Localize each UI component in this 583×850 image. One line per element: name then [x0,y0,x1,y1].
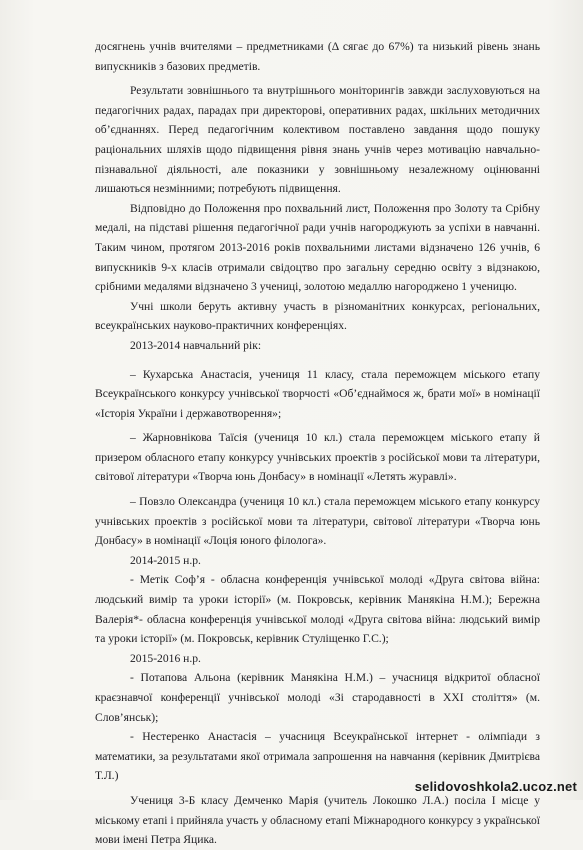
year-heading-2013: 2013-2014 навчальний рік: [130,338,262,352]
list-item-potapova: - Потапова Альона (керівник Манякіна Н.М.) – учасниця відкритої обласної краєзнавчої конференції учнівської молоді «Зі стародавності в ХХІ століття» (м. Слов’янськ); [95,671,540,724]
list-item-zharnovnikova: – Жарновнікова Таїсія (учениця 10 кл.) стала переможцем міського етапу й призером обласного етапу конкурсу учнівських проектів з російської мови та літератури, світової літератури «Творча юнь Донбасу» в номінації «Летять журавлі». [95,431,540,484]
year-heading-2014: 2014-2015 н.р. [130,553,201,567]
paragraph-monitoring: Результати зовнішнього та внутрішнього моніторингів завжди заслуховуються на педагогічних радах, парадах при директорові, оперативних радах, шкільних методичних об’єднаннях. Перед педагогічним колективом поставлено завдання щодо пошуку раціональних шляхів щодо підвищення рівня знань учнів через мотивацію навчально-пізнавальної діяльності, але показники у зовнішньому незалежному оцінюванні лишаються незмінними; потребують підвищення. [95,84,540,196]
list-item-nesterenko: - Нестеренко Анастасія – учасниця Всеукраїнської інтернет - олімпіади з математики, за результатами якої отримала запрошення на навчання (керівник Дмитрієва Т.Л.) [95,730,540,783]
paragraph-demchenko: Учениця 3-Б класу Демченко Марія (учитель Локошко Л.А.) посіла І місце у міському етапі і прийняла участь у обласному етапі Міжнародного конкурсу з української мови імені Петра Яцика. [95,793,540,847]
list-item-metik: - Метік Соф’я - обласна конференція учнівської молоді «Друга світова війна: людський вимір та уроки історії» (м. Покровськ, керівник Манякіна Н.М.); Бережна Валерія*- обласна конференція учнівської молоді «Друга світова війна: людський вимір та уроки історії» (м. Покровськ, керівник Стуліщенко Г.С.); [95,573,540,646]
site-watermark: selidovoshkola2.ucoz.net [414,779,577,794]
paragraph-awards: Відповідно до Положення про похвальний лист, Положення про Золоту та Срібну медалі, на підставі рішення педагогічної ради учнів нагороджують за успіхи в навчанні. Таким чином, протягом 2013-2016 років похвальними листами відзначено 126 учнів, 6 випускників 9-х класів отримали свідоцтво про загальну середню освіту з відзнакою, срібними медалями відзначено 3 учениці, золотою медаллю нагороджено 1 ученицю. [95,201,540,294]
paragraph-intro: досягнень учнів вчителями – предметниками (Δ сягає до 67%) та низький рівень знань випускників з базових предметів. [95,40,540,73]
document-body [95,37,540,850]
paragraph-contests: Учні школи беруть активну участь в різноманітних конкурсах, регіональних, всеукраїнських науково-практичних конференціях. [95,299,540,333]
list-item-povzlo: – Повзло Олександра (учениця 10 кл.) стала переможцем міського етапу конкурсу учнівських проектів з російської мови та літератури, світової літератури «Творча юнь Донбасу» в номінації «Лоція юного філолога». [95,495,540,548]
year-heading-2015: 2015-2016 н.р. [130,651,201,665]
list-item-kukharska: – Кухарська Анастасія, учениця 11 класу, стала переможцем міського етапу Всеукраїнського конкурсу учнівської творчості «Об’єднаймося ж, брати мої» в номінації «Історія України і державотворення»; [95,367,540,420]
